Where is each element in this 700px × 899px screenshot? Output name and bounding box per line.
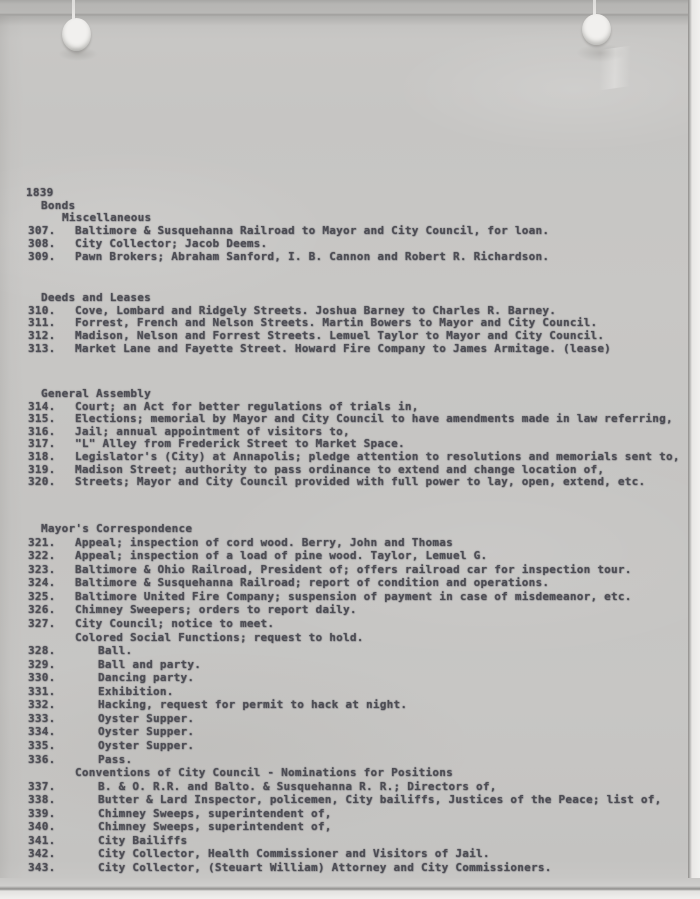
entry-number: 315.: [28, 412, 56, 426]
section-heading: [0, 522, 694, 535]
entry-number: 340.: [28, 820, 56, 834]
entry-text: Deeds and Leases: [41, 291, 151, 304]
entry-number: 331.: [28, 684, 56, 698]
entry-text: Baltimore United Fire Company; suspension of payment in case of misdemeanor, etc.: [75, 589, 632, 603]
entry-text: B. & O. R.R. and Balto. & Susquehanna R. R.; Directors of,: [98, 779, 497, 793]
entry-text: Butter & Lard Inspector, policemen, City bailiffs, Justices of the Peace; list of,: [98, 793, 662, 807]
index-entry: [0, 603, 694, 616]
index-entry: [0, 549, 694, 562]
entry-text: Legislator's (City) at Annapolis; pledge attention to resolutions and memorials sent to,: [75, 450, 680, 463]
entry-number: 309.: [28, 249, 56, 263]
page-bottom-edge: [0, 878, 700, 899]
entry-number: 320.: [28, 475, 56, 489]
section-heading: [0, 387, 694, 400]
index-entry: [0, 250, 694, 263]
entry-number: 326.: [28, 603, 56, 617]
entry-text: Oyster Supper.: [98, 739, 195, 752]
entry-text: General Assembly: [41, 387, 151, 400]
entry-number: 324.: [28, 576, 56, 590]
entry-text: City Bailiffs: [98, 833, 188, 847]
entry-number: 338.: [28, 793, 56, 807]
index-entry: [0, 685, 694, 698]
entry-number: 318.: [28, 450, 56, 463]
index-entry: [0, 450, 694, 463]
index-entry: [0, 807, 694, 820]
entry-text: Forrest, French and Nelson Streets. Martin Bowers to Mayor and City Council.: [75, 316, 598, 330]
entry-number: 319.: [28, 462, 56, 476]
entry-text: Streets; Mayor and City Council provided with full power to lay, open, extend, etc.: [75, 475, 646, 489]
entry-text: Jail; annual appointment of visitors to,: [75, 424, 350, 438]
index-entry: [0, 400, 694, 413]
index-entry: [0, 861, 694, 874]
index-entry: [0, 617, 694, 630]
entry-number: 322.: [28, 549, 56, 563]
entry-number: 336.: [28, 752, 56, 766]
index-entry: [0, 463, 694, 476]
index-entry: [0, 725, 694, 738]
index-entry: [0, 834, 694, 847]
entry-number: 335.: [28, 739, 56, 752]
index-entry: [0, 563, 694, 576]
entry-number: 316.: [28, 424, 56, 438]
entry-number: 337.: [28, 779, 56, 793]
index-entry: [0, 316, 694, 329]
index-entry: [0, 671, 694, 684]
entry-number: 328.: [28, 644, 56, 657]
entry-text: Conventions of City Council - Nominations for Positions: [75, 766, 453, 780]
entry-number: 321.: [28, 535, 56, 549]
entry-text: Madison, Nelson and Forrest Streets. Lemuel Taylor to Mayor and City Council.: [75, 329, 605, 343]
entry-number: 333.: [28, 711, 56, 725]
entry-text: Madison Street; authority to pass ordinance to extend and change location of,: [75, 462, 605, 476]
entry-number: 311.: [28, 316, 56, 330]
index-entry: [0, 820, 694, 833]
entry-number: 330.: [28, 671, 56, 685]
entry-text: Ball and party.: [98, 657, 202, 671]
entry-text: Cove, Lombard and Ridgely Streets. Joshua Barney to Charles R. Barney.: [75, 303, 557, 317]
index-entry: [0, 753, 694, 766]
entry-text: Dancing party.: [98, 671, 195, 685]
index-entry: [0, 631, 694, 644]
entry-number: 334.: [28, 725, 56, 739]
entry-text: Hacking, request for permit to hack at night.: [98, 698, 408, 712]
entry-text: Chimney Sweeps, superintendent of,: [98, 806, 332, 820]
entry-number: 307.: [28, 224, 56, 238]
entry-text: Pass.: [98, 752, 133, 766]
entry-number: 312.: [28, 329, 56, 343]
entry-text: Oyster Supper.: [98, 711, 195, 725]
entry-number: 314.: [28, 399, 56, 413]
entry-text: Chimney Sweeps, superintendent of,: [98, 820, 332, 834]
index-entry: [0, 342, 694, 355]
entry-text: Elections; memorial by Mayor and City Council to have amendments made in law referring,: [75, 412, 673, 426]
entry-text: City Collector, Health Commissioner and Visitors of Jail.: [98, 847, 490, 861]
year-heading: [0, 186, 694, 199]
entry-number: 327.: [28, 616, 56, 630]
entry-text: Mayor's Correspondence: [41, 522, 193, 535]
entry-text: Baltimore & Susquehanna Railroad; report of condition and operations.: [75, 576, 550, 590]
entry-number: 332.: [28, 698, 56, 712]
index-entry: [0, 766, 694, 779]
entry-text: 1839: [26, 186, 54, 199]
entry-number: 310.: [28, 303, 56, 317]
entry-text: Colored Social Functions; request to hold.: [75, 630, 364, 644]
index-entry: [0, 224, 694, 237]
index-entry: [0, 698, 694, 711]
index-entry: [0, 780, 694, 793]
index-entry: [0, 576, 694, 589]
index-entry: [0, 712, 694, 725]
entry-text: Appeal; inspection of cord wood. Berry, John and Thomas: [75, 535, 453, 549]
entry-number: 329.: [28, 657, 56, 671]
index-entry: [0, 329, 694, 342]
entry-text: Exhibition.: [98, 684, 174, 698]
entry-number: 339.: [28, 806, 56, 820]
entry-number: 343.: [28, 861, 56, 874]
entry-text: Chimney Sweepers; orders to report daily.: [75, 603, 357, 617]
index-entry: [0, 475, 694, 488]
index-entry: [0, 536, 694, 549]
entry-text: Baltimore & Ohio Railroad, President of; offers railroad car for inspection tour.: [75, 562, 632, 576]
page-right-edge: [688, 0, 700, 890]
section-heading: [0, 291, 694, 304]
index-entry: [0, 793, 694, 806]
entry-text: Ball.: [98, 644, 133, 657]
entry-text: "L" Alley from Frederick Street to Market Space.: [75, 437, 405, 451]
entry-text: Appeal; inspection of a load of pine wood. Taylor, Lemuel G.: [75, 549, 488, 563]
index-entry: [0, 437, 694, 450]
index-entry: [0, 412, 694, 425]
index-entry: [0, 658, 694, 671]
index-entry: [0, 644, 694, 657]
index-entry: [0, 590, 694, 603]
entry-number: 317.: [28, 437, 56, 451]
entry-number: 341.: [28, 833, 56, 847]
entry-number: 308.: [28, 236, 56, 250]
index-entry: [0, 739, 694, 752]
entry-text: Pawn Brokers; Abraham Sanford, I. B. Cannon and Robert R. Richardson.: [75, 249, 550, 263]
entry-number: 313.: [28, 341, 56, 355]
entry-number: 325.: [28, 589, 56, 603]
entry-text: Market Lane and Fayette Street. Howard Fire Company to James Armitage. (lease): [75, 341, 612, 355]
entry-text: Miscellaneous: [62, 211, 152, 225]
entry-text: City Council; notice to meet.: [75, 616, 275, 630]
index-entry: [0, 847, 694, 860]
index-entry: [0, 425, 694, 438]
section-heading: [0, 199, 694, 212]
entry-text: Baltimore & Susquehanna Railroad to Mayor and City Council, for loan.: [75, 224, 550, 238]
index-entry: [0, 237, 694, 250]
entry-text: City Collector; Jacob Deems.: [75, 236, 268, 250]
entry-text: City Collector, (Steuart William) Attorney and City Commissioners.: [98, 861, 552, 874]
entry-text: Oyster Supper.: [98, 725, 195, 739]
entry-number: 342.: [28, 847, 56, 861]
entry-text: Court; an Act for better regulations of trials in,: [75, 399, 419, 413]
entry-number: 323.: [28, 562, 56, 576]
subsection-heading: [0, 211, 694, 224]
index-entry: [0, 304, 694, 317]
entry-text: Bonds: [41, 198, 76, 212]
